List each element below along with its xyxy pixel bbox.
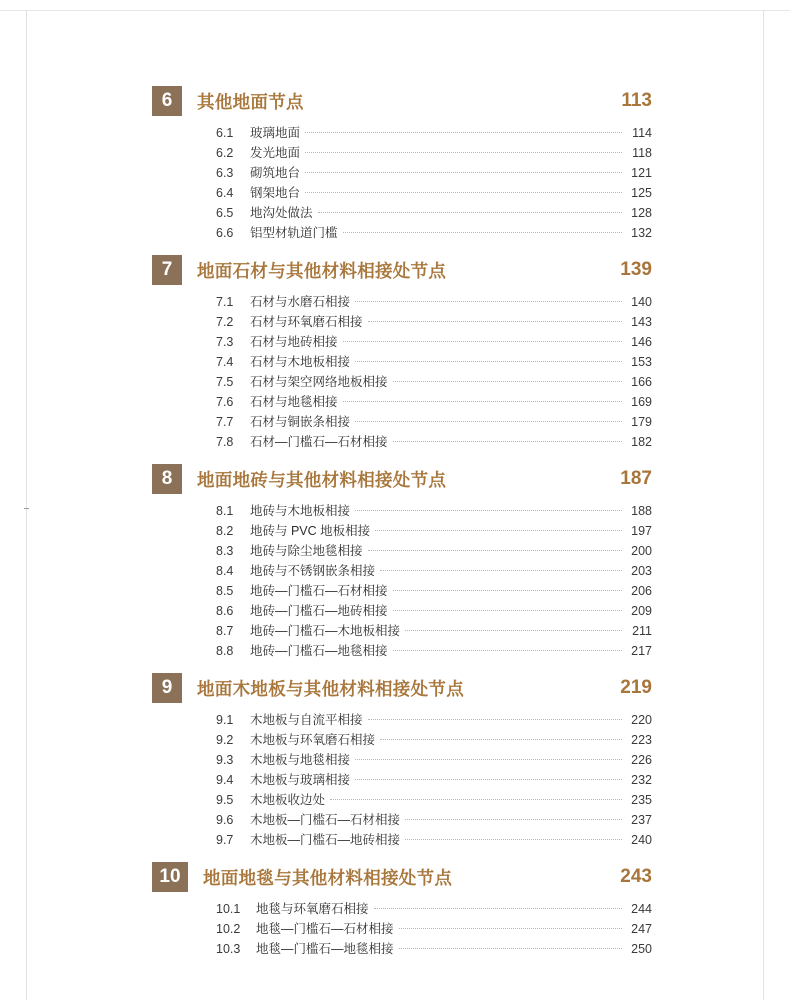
toc-entry[interactable] — [216, 750, 652, 770]
entry-title: 地砖与除尘地毯相接 — [250, 544, 363, 558]
entry-page-number: 197 — [631, 524, 652, 538]
page-frame-left — [26, 10, 27, 1000]
leader-dots — [393, 650, 622, 651]
entry-title: 地砖—门槛石—地毯相接 — [250, 644, 388, 658]
toc-entry[interactable] — [216, 332, 652, 352]
entry-title: 地砖—门槛石—石材相接 — [250, 584, 388, 598]
entry-number: 7.3 — [216, 335, 234, 349]
leader-dots — [380, 739, 622, 740]
entry-page-number: 247 — [631, 922, 652, 936]
entry-number: 7.5 — [216, 375, 234, 389]
entry-number: 8.2 — [216, 524, 234, 538]
entry-number: 6.6 — [216, 226, 234, 240]
leader-dots — [368, 550, 622, 551]
toc-entry[interactable] — [216, 581, 652, 601]
toc-entry[interactable] — [216, 123, 652, 143]
page-margin-tick — [24, 508, 29, 509]
leader-dots — [393, 441, 622, 442]
entry-page-number: 232 — [631, 773, 652, 787]
leader-dots — [305, 132, 622, 133]
entry-number: 9.3 — [216, 753, 234, 767]
toc-entry[interactable] — [216, 770, 652, 790]
entry-title: 木地板与自流平相接 — [250, 713, 363, 727]
toc-entry[interactable] — [216, 790, 652, 810]
entry-title: 地砖与 PVC 地板相接 — [250, 524, 371, 538]
entry-page-number: 220 — [631, 713, 652, 727]
entry-page-number: 179 — [631, 415, 652, 429]
leader-dots — [318, 212, 622, 213]
leader-dots — [380, 570, 622, 571]
entry-title: 石材与环氧磨石相接 — [250, 315, 363, 329]
entry-page-number: 146 — [631, 335, 652, 349]
entry-title: 石材与架空网络地板相接 — [250, 375, 388, 389]
toc-chapter — [152, 255, 652, 452]
entry-page-number: 188 — [631, 504, 652, 518]
chapter-number-badge: 6 — [152, 86, 182, 116]
entry-number: 9.6 — [216, 813, 234, 827]
leader-dots — [405, 819, 622, 820]
entry-page-number: 217 — [631, 644, 652, 658]
entry-page-number: 128 — [631, 206, 652, 220]
entry-title: 石材—门槛石—石材相接 — [250, 435, 388, 449]
leader-dots — [405, 839, 622, 840]
entry-number: 10.3 — [216, 942, 241, 956]
toc-entry[interactable] — [216, 392, 652, 412]
chapter-number-badge: 8 — [152, 464, 182, 494]
page-frame-right — [763, 10, 764, 1000]
entry-page-number: 182 — [631, 435, 652, 449]
entry-page-number: 132 — [631, 226, 652, 240]
entry-page-number: 223 — [631, 733, 652, 747]
toc-entry-list — [152, 899, 652, 959]
toc-entry[interactable] — [216, 830, 652, 850]
leader-dots — [355, 361, 622, 362]
chapter-page-number: 219 — [620, 677, 652, 698]
entry-title: 发光地面 — [250, 146, 301, 160]
entry-page-number: 166 — [631, 375, 652, 389]
entry-title: 石材与水磨石相接 — [250, 295, 351, 309]
chapter-title: 地面地砖与其他材料相接处节点 — [197, 469, 447, 490]
leader-dots — [355, 779, 622, 780]
toc-entry[interactable] — [216, 541, 652, 561]
entry-title: 砌筑地台 — [250, 166, 301, 180]
toc-chapter-heading[interactable] — [152, 255, 652, 285]
leader-dots — [355, 421, 622, 422]
entry-number: 7.2 — [216, 315, 234, 329]
entry-number: 10.1 — [216, 902, 241, 916]
entry-title: 石材与铜嵌条相接 — [250, 415, 351, 429]
entry-page-number: 206 — [631, 584, 652, 598]
toc-chapter — [152, 86, 652, 243]
entry-title: 木地板—门槛石—石材相接 — [250, 813, 401, 827]
leader-dots — [375, 530, 622, 531]
entry-number: 6.2 — [216, 146, 234, 160]
entry-number: 8.6 — [216, 604, 234, 618]
entry-page-number: 226 — [631, 753, 652, 767]
toc-entry[interactable] — [216, 143, 652, 163]
toc-chapter-heading[interactable] — [152, 86, 652, 116]
entry-title: 木地板与环氧磨石相接 — [250, 733, 376, 747]
chapter-page-number: 113 — [621, 90, 652, 111]
leader-dots — [305, 172, 622, 173]
leader-dots — [355, 510, 622, 511]
entry-title: 地砖—门槛石—地砖相接 — [250, 604, 388, 618]
chapter-number-badge: 10 — [152, 862, 188, 892]
entry-page-number: 118 — [632, 146, 652, 160]
toc-entry[interactable] — [216, 521, 652, 541]
entry-number: 9.2 — [216, 733, 234, 747]
toc-entry-list — [152, 501, 652, 661]
entry-number: 8.7 — [216, 624, 234, 638]
entry-title: 铝型材轨道门槛 — [250, 226, 338, 240]
entry-number: 7.1 — [216, 295, 234, 309]
toc-entry[interactable] — [216, 352, 652, 372]
entry-title: 石材与地毯相接 — [250, 395, 338, 409]
entry-title: 钢架地台 — [250, 186, 301, 200]
leader-dots — [305, 152, 622, 153]
entry-page-number: 240 — [631, 833, 652, 847]
entry-title: 木地板—门槛石—地砖相接 — [250, 833, 401, 847]
chapter-title: 其他地面节点 — [197, 91, 304, 112]
page-frame-top — [0, 0, 790, 11]
toc-entry-list — [152, 292, 652, 452]
toc-entry-list — [152, 710, 652, 850]
leader-dots — [393, 590, 622, 591]
entry-number: 7.6 — [216, 395, 234, 409]
chapter-title: 地面地毯与其他材料相接处节点 — [203, 867, 453, 888]
entry-page-number: 169 — [631, 395, 652, 409]
entry-page-number: 125 — [631, 186, 652, 200]
entry-title: 木地板与玻璃相接 — [250, 773, 351, 787]
toc-entry[interactable] — [216, 919, 652, 939]
leader-dots — [393, 610, 622, 611]
toc-entry[interactable] — [216, 501, 652, 521]
entry-number: 7.7 — [216, 415, 234, 429]
entry-title: 地砖—门槛石—木地板相接 — [250, 624, 401, 638]
toc-entry[interactable] — [216, 641, 652, 661]
entry-page-number: 235 — [631, 793, 652, 807]
toc-entry[interactable] — [216, 183, 652, 203]
chapter-number-badge: 7 — [152, 255, 182, 285]
toc-entry[interactable] — [216, 312, 652, 332]
entry-page-number: 200 — [631, 544, 652, 558]
entry-number: 8.4 — [216, 564, 234, 578]
chapter-page-number: 187 — [620, 468, 652, 489]
toc-chapter — [152, 673, 652, 850]
entry-title: 石材与木地板相接 — [250, 355, 351, 369]
toc-entry[interactable] — [216, 561, 652, 581]
entry-number: 8.3 — [216, 544, 234, 558]
chapter-page-number: 139 — [620, 259, 652, 280]
leader-dots — [343, 401, 622, 402]
entry-title: 地砖与不锈钢嵌条相接 — [250, 564, 376, 578]
entry-title: 地砖与木地板相接 — [250, 504, 351, 518]
entry-number: 9.1 — [216, 713, 234, 727]
leader-dots — [368, 719, 622, 720]
leader-dots — [368, 321, 622, 322]
entry-page-number: 203 — [631, 564, 652, 578]
entry-title: 玻璃地面 — [250, 126, 301, 140]
chapter-page-number: 243 — [620, 866, 652, 887]
entry-number: 9.5 — [216, 793, 234, 807]
leader-dots — [405, 630, 622, 631]
toc-entry[interactable] — [216, 292, 652, 312]
toc-entry[interactable] — [216, 372, 652, 392]
entry-page-number: 211 — [632, 624, 652, 638]
entry-number: 8.1 — [216, 504, 234, 518]
entry-title: 地毯—门槛石—石材相接 — [256, 922, 394, 936]
entry-title: 木地板与地毯相接 — [250, 753, 351, 767]
table-of-contents — [152, 86, 652, 971]
entry-number: 9.7 — [216, 833, 234, 847]
toc-entry[interactable] — [216, 601, 652, 621]
entry-number: 6.5 — [216, 206, 234, 220]
entry-number: 6.1 — [216, 126, 234, 140]
toc-entry-list — [152, 123, 652, 243]
leader-dots — [399, 928, 622, 929]
toc-entry[interactable] — [216, 621, 652, 641]
leader-dots — [330, 799, 622, 800]
entry-title: 地毯—门槛石—地毯相接 — [256, 942, 394, 956]
toc-entry[interactable] — [216, 730, 652, 750]
entry-page-number: 140 — [631, 295, 652, 309]
entry-page-number: 237 — [631, 813, 652, 827]
toc-entry[interactable] — [216, 203, 652, 223]
chapter-title: 地面石材与其他材料相接处节点 — [197, 260, 447, 281]
toc-entry[interactable] — [216, 223, 652, 243]
entry-number: 8.5 — [216, 584, 234, 598]
toc-entry[interactable] — [216, 412, 652, 432]
entry-title: 地毯与环氧磨石相接 — [256, 902, 369, 916]
toc-entry[interactable] — [216, 939, 652, 959]
leader-dots — [355, 301, 622, 302]
leader-dots — [305, 192, 622, 193]
chapter-number-badge: 9 — [152, 673, 182, 703]
entry-page-number: 114 — [632, 126, 652, 140]
leader-dots — [355, 759, 622, 760]
entry-page-number: 153 — [631, 355, 652, 369]
leader-dots — [393, 381, 622, 382]
entry-number: 8.8 — [216, 644, 234, 658]
toc-entry[interactable] — [216, 710, 652, 730]
entry-number: 7.4 — [216, 355, 234, 369]
toc-entry[interactable] — [216, 432, 652, 452]
toc-chapter-heading[interactable] — [152, 464, 652, 494]
toc-entry[interactable] — [216, 810, 652, 830]
toc-chapter — [152, 862, 652, 959]
leader-dots — [374, 908, 622, 909]
toc-chapter — [152, 464, 652, 661]
entry-number: 6.3 — [216, 166, 234, 180]
entry-page-number: 121 — [631, 166, 652, 180]
entry-title: 石材与地砖相接 — [250, 335, 338, 349]
leader-dots — [343, 341, 622, 342]
toc-entry[interactable] — [216, 899, 652, 919]
leader-dots — [343, 232, 622, 233]
entry-title: 木地板收边处 — [250, 793, 326, 807]
toc-chapter-heading[interactable] — [152, 673, 652, 703]
entry-number: 9.4 — [216, 773, 234, 787]
entry-page-number: 250 — [631, 942, 652, 956]
entry-number: 10.2 — [216, 922, 241, 936]
entry-page-number: 209 — [631, 604, 652, 618]
toc-entry[interactable] — [216, 163, 652, 183]
entry-number: 6.4 — [216, 186, 234, 200]
leader-dots — [399, 948, 622, 949]
entry-page-number: 244 — [631, 902, 652, 916]
chapter-title: 地面木地板与其他材料相接处节点 — [197, 678, 464, 699]
entry-number: 7.8 — [216, 435, 234, 449]
entry-page-number: 143 — [631, 315, 652, 329]
toc-chapter-heading[interactable] — [152, 862, 652, 892]
entry-title: 地沟处做法 — [250, 206, 313, 220]
